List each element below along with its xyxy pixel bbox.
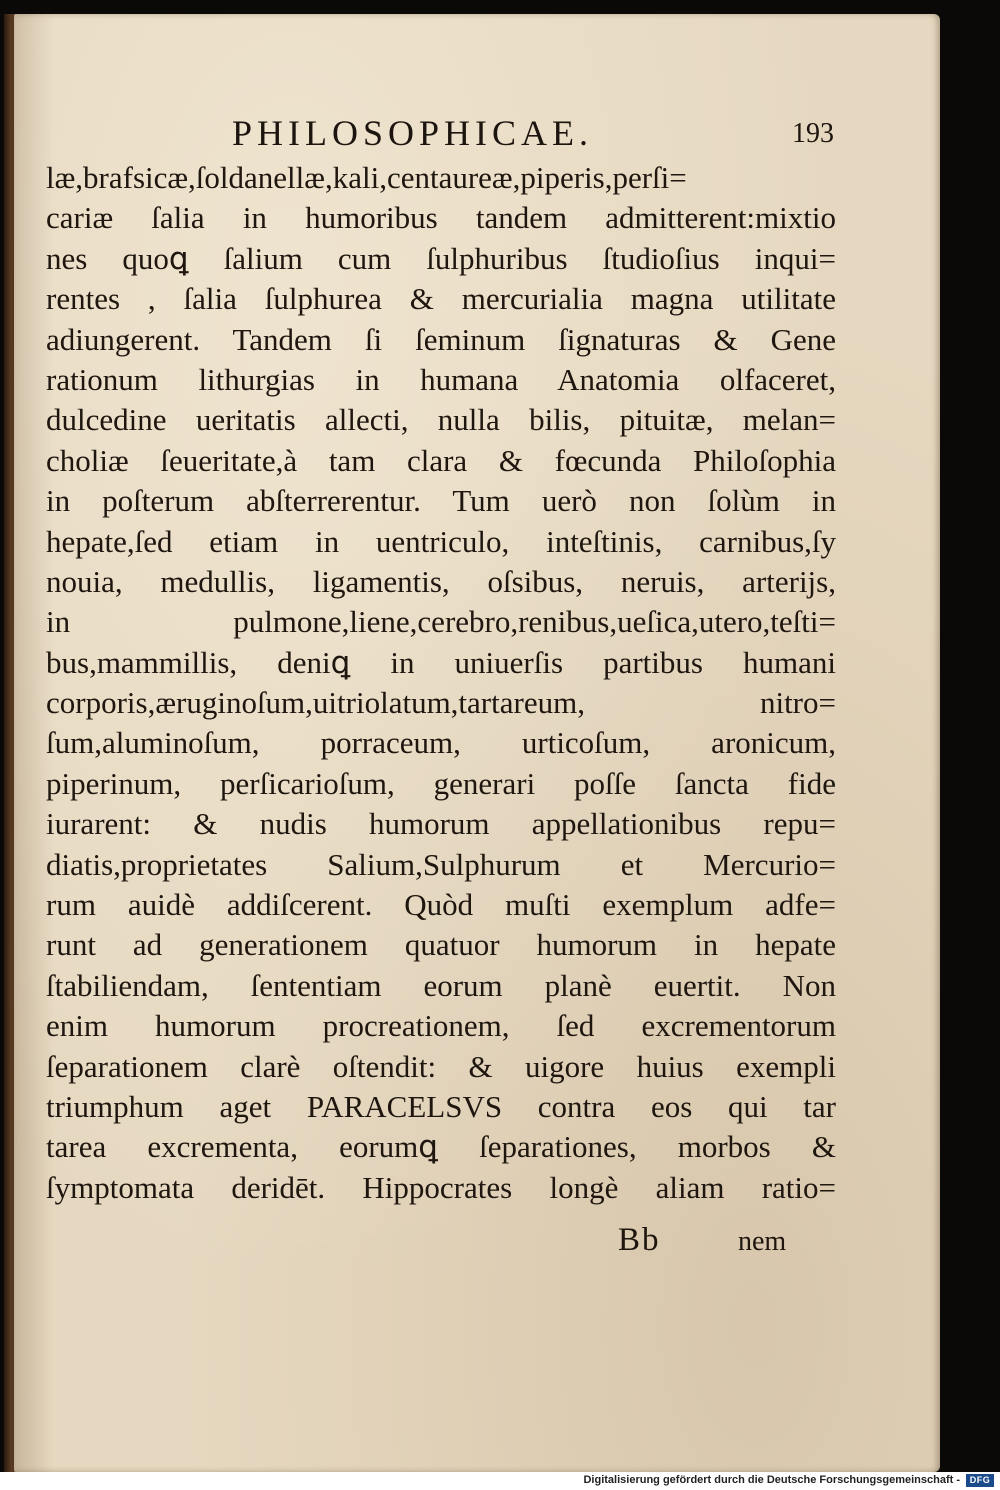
text-line: corporis,æruginoſum,uitriolatum,tartareum, nitro= (46, 685, 836, 721)
text-line: diatis,proprietates Salium,Sulphurum et Mercurio= (46, 846, 836, 882)
text-line: rentes , ſalia ſulphurea & mercurialia magna utilitate (46, 281, 836, 317)
text-line: tarea excrementa, eorumꝗ ſeparationes, morbos & (46, 1129, 836, 1165)
body-text (46, 158, 836, 1208)
text-line: ſymptomata deridēt. Hippocrates longè aliam ratio= (46, 1169, 836, 1205)
text-line: dulcedine ueritatis allecti, nulla bilis, pituitæ, melan= (46, 402, 836, 438)
running-head-title: PHILOSOPHICAE. (232, 113, 594, 153)
text-line: in poſterum abſterrerentur. Tum uerò non ſolùm in (46, 483, 836, 519)
catch-row (0, 1222, 1000, 1266)
text-line: ſtabiliendam, ſententiam eorum planè euertit. Non (46, 967, 836, 1003)
page-number: 193 (792, 118, 834, 149)
text-line: iurarent: & nudis humorum appellationibus repu= (46, 806, 836, 842)
text-line: in pulmone,liene,cerebro,renibus,ueſica,utero,teſti= (46, 604, 836, 640)
funding-footer (0, 1472, 1000, 1490)
text-line: nouia, medullis, ligamentis, oſsibus, neruis, arterijs, (46, 563, 836, 599)
text-line: cariæ ſalia in humoribus tandem admitterent:mixtio (46, 200, 836, 236)
text-line: enim humorum procreationem, ſed excrementorum (46, 1008, 836, 1044)
running-head (0, 112, 1000, 162)
text-line: læ,brafsicæ,ſoldanellæ,kali,centaureæ,piperis,perſi= (46, 160, 687, 195)
text-line: bus,mammillis, deniꝗ in uniuerſis partibus humani (46, 644, 836, 680)
text-line: ſum,aluminoſum, porraceum, urticoſum, aronicum, (46, 725, 836, 761)
text-line: adiungerent. Tandem ſi ſeminum ſignaturas & Gene (46, 321, 836, 357)
text-line: choliæ ſeueritate,à tam clara & fœcunda Philoſophia (46, 442, 836, 478)
text-line: runt ad generationem quatuor humorum in hepate (46, 927, 836, 963)
text-line: ſeparationem clarè oſtendit: & uigore huius exempli (46, 1048, 836, 1084)
catchword: nem (738, 1226, 787, 1257)
text-line: triumphum aget PARACELSVS contra eos qui tar (46, 1088, 836, 1124)
text-line: piperinum, perſicarioſum, generari poſſe ſancta fide (46, 765, 836, 801)
signature-mark: Bb (618, 1222, 661, 1258)
dfg-logo: DFG (966, 1474, 994, 1487)
text-line: nes quoꝗ ſalium cum ſulphuribus ſtudioſius inqui= (46, 240, 836, 276)
text-line: hepate,ſed etiam in uentriculo, inteſtinis, carnibus,ſy (46, 523, 836, 559)
text-line: rationum lithurgias in humana Anatomia olfaceret, (46, 361, 836, 397)
funding-credit: Digitalisierung gefördert durch die Deutsche Forschungsgemeinschaft - (583, 1474, 960, 1486)
text-line: rum auidè addiſcerent. Quòd muſti exemplum adfe= (46, 887, 836, 923)
